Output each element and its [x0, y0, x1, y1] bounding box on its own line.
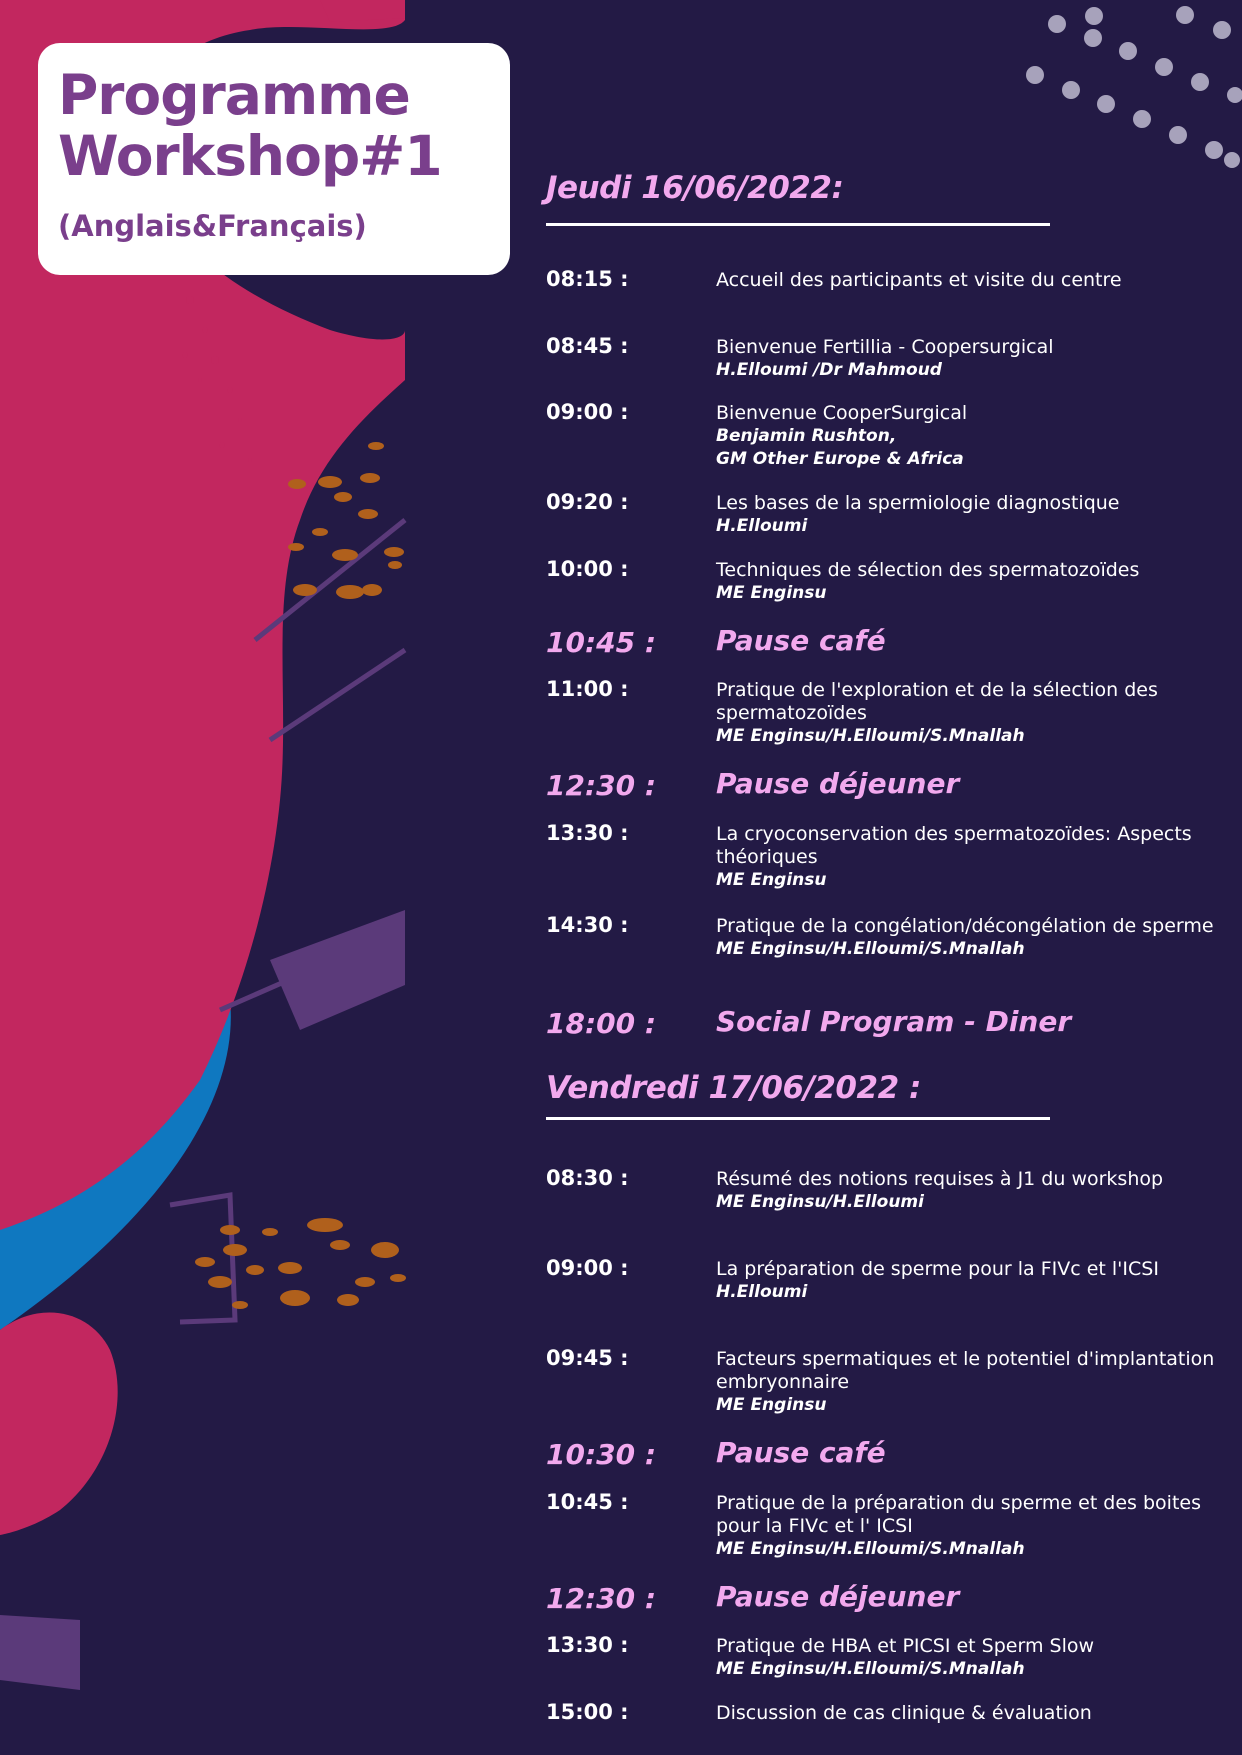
- item-title: Pratique de la préparation du sperme et des boites pour la FIVc et l' ICSI: [716, 1492, 1202, 1537]
- item-time: 08:30 :: [546, 1166, 629, 1190]
- item-title: La préparation de sperme pour la FIVc et l'ICSI: [716, 1258, 1159, 1280]
- break-time: 10:30 :: [546, 1438, 657, 1471]
- item-speaker: ME Enginsu: [716, 870, 827, 890]
- item-time: 14:30 :: [546, 913, 629, 937]
- item-title: Pratique de HBA et PICSI et Sperm Slow: [716, 1635, 1095, 1657]
- day-heading-vendredi: Vendredi 17/06/2022 :: [546, 1070, 921, 1106]
- item-speaker: ME Enginsu: [716, 583, 827, 603]
- break-title: Pause déjeuner: [716, 1580, 960, 1613]
- item-speaker: ME Enginsu: [716, 1395, 827, 1415]
- item-time: 08:45 :: [546, 334, 629, 358]
- item-title: Facteurs spermatiques et le potentiel d'implantation embryonnaire: [716, 1348, 1215, 1393]
- item-title: Bienvenue CooperSurgical: [716, 402, 968, 424]
- day-heading-jeudi: Jeudi 16/06/2022:: [546, 170, 844, 206]
- page-subtitle: (Anglais&Français): [58, 209, 367, 243]
- title-card: [38, 43, 510, 275]
- item-time: 13:30 :: [546, 821, 629, 845]
- item-title: Les bases de la spermiologie diagnostique: [716, 492, 1120, 514]
- item-time: 09:00 :: [546, 400, 629, 424]
- item-title: Techniques de sélection des spermatozoïdes: [716, 559, 1140, 581]
- item-time: 09:20 :: [546, 490, 629, 514]
- purple-paint-block: [270, 910, 405, 1030]
- item-speaker: ME Enginsu/H.Elloumi/S.Mnallah: [716, 1659, 1025, 1679]
- break-title: Pause café: [716, 624, 886, 657]
- item-time: 08:15 :: [546, 267, 629, 291]
- item-speaker: Benjamin Rushton,: [716, 426, 897, 446]
- magenta-paint-blob: [0, 1313, 118, 1535]
- decorative-dot-grid: [1026, 6, 1242, 168]
- item-title: Pratique de l'exploration et de la sélection des spermatozoïdes: [716, 679, 1158, 724]
- break-time: 10:45 :: [546, 626, 657, 659]
- item-time: 11:00 :: [546, 677, 629, 701]
- break-time: 18:00 :: [546, 1007, 657, 1040]
- item-speaker: ME Enginsu/H.Elloumi: [716, 1192, 924, 1212]
- item-title: Résumé des notions requises à J1 du workshop: [716, 1168, 1164, 1190]
- item-time: 09:00 :: [546, 1256, 629, 1280]
- item-time: 15:00 :: [546, 1700, 629, 1724]
- day-divider: [546, 1117, 1050, 1120]
- break-time: 12:30 :: [546, 769, 657, 802]
- item-speaker: ME Enginsu/H.Elloumi/S.Mnallah: [716, 939, 1025, 959]
- purple-paint-block: [0, 1615, 80, 1690]
- item-title: La cryoconservation des spermatozoïdes: Aspects théoriques: [716, 823, 1192, 868]
- item-speaker: ME Enginsu/H.Elloumi/S.Mnallah: [716, 1539, 1025, 1559]
- item-speaker-line2: GM Other Europe & Africa: [716, 449, 964, 469]
- break-title: Social Program - Diner: [716, 1005, 1072, 1038]
- item-title: Pratique de la congélation/décongélation de sperme: [716, 915, 1214, 937]
- break-title: Pause café: [716, 1436, 886, 1469]
- item-time: 10:00 :: [546, 557, 629, 581]
- item-speaker: ME Enginsu/H.Elloumi/S.Mnallah: [716, 726, 1025, 746]
- page-title-line2: Workshop#1: [58, 124, 442, 188]
- item-speaker: H.Elloumi /Dr Mahmoud: [716, 360, 942, 380]
- item-time: 10:45 :: [546, 1490, 629, 1514]
- item-title: Accueil des participants et visite du centre: [716, 269, 1122, 291]
- item-title: Bienvenue Fertillia - Coopersurgical: [716, 336, 1054, 358]
- break-time: 12:30 :: [546, 1582, 657, 1615]
- item-speaker: H.Elloumi: [716, 1282, 808, 1302]
- item-title: Discussion de cas clinique & évaluation: [716, 1702, 1092, 1724]
- item-time: 09:45 :: [546, 1346, 629, 1370]
- item-speaker: H.Elloumi: [716, 516, 808, 536]
- day-divider: [546, 223, 1050, 226]
- break-title: Pause déjeuner: [716, 767, 960, 800]
- item-time: 13:30 :: [546, 1633, 629, 1657]
- page-title-line1: Programme: [58, 63, 410, 127]
